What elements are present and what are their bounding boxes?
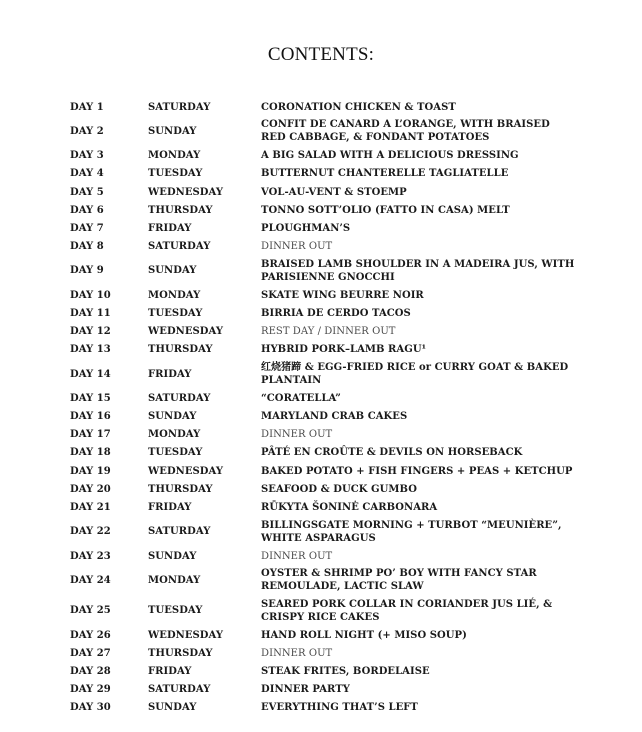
toc-row [70,517,575,547]
day-number: DAY 29 [70,684,111,696]
day-number: DAY 30 [70,702,111,714]
weekday: WEDNESDAY [148,629,224,641]
meal-title: REST DAY / DINNER OUT [261,326,396,338]
toc-row [70,407,575,425]
weekday: MONDAY [148,289,201,301]
toc-row [70,147,575,165]
toc-row [70,219,575,237]
meal-title: SEARED PORK COLLAR IN CORIANDER JUS LIÉ, & CRISPY RICE CAKES [261,598,553,623]
day-number: DAY 21 [70,501,111,513]
toc-row [70,389,575,407]
weekday: MONDAY [148,429,201,441]
toc-row [70,699,575,717]
toc-row [70,256,575,286]
weekday: SUNDAY [148,411,197,423]
meal-title: SEAFOOD & DUCK GUMBO [261,483,417,495]
day-number: DAY 14 [70,368,111,380]
toc-row [70,596,575,626]
meal-title: DINNER OUT [261,429,333,441]
day-number: DAY 9 [70,265,104,277]
toc-row [70,165,575,183]
toc-row [70,183,575,201]
weekday: MONDAY [148,150,201,162]
day-number: DAY 19 [70,465,111,477]
day-number: DAY 28 [70,665,111,677]
weekday: SATURDAY [148,241,211,253]
weekday: WEDNESDAY [148,465,224,477]
toc-row [70,341,575,359]
weekday: TUESDAY [148,447,203,459]
toc-row [70,322,575,340]
weekday: FRIDAY [148,368,192,380]
toc-row [70,426,575,444]
toc-row [70,626,575,644]
weekday: THURSDAY [148,647,213,659]
toc-row [70,359,575,389]
day-number: DAY 3 [70,150,104,162]
weekday: THURSDAY [148,483,213,495]
day-number: DAY 18 [70,447,111,459]
day-number: DAY 2 [70,125,104,137]
day-number: DAY 17 [70,429,111,441]
toc-row [70,565,575,595]
meal-title: EVERYTHING THAT’S LEFT [261,702,418,714]
meal-title: TONNO SOTT’OLIO (FATTO IN CASA) MELT [261,204,510,216]
contents-list [70,98,575,717]
toc-row [70,238,575,256]
day-number: DAY 11 [70,307,111,319]
weekday: THURSDAY [148,344,213,356]
weekday: SUNDAY [148,125,197,137]
toc-row [70,462,575,480]
meal-title: PLOUGHMAN’S [261,222,351,234]
toc-row [70,116,575,146]
day-number: DAY 6 [70,204,104,216]
day-number: DAY 26 [70,629,111,641]
weekday: SUNDAY [148,550,197,562]
toc-row [70,680,575,698]
day-number: DAY 8 [70,241,104,253]
weekday: THURSDAY [148,204,213,216]
toc-row [70,304,575,322]
meal-title: HYBRID PORK–LAMB RAGU¹ [261,344,427,356]
day-number: DAY 24 [70,574,111,586]
weekday: FRIDAY [148,501,192,513]
day-number: DAY 12 [70,326,111,338]
meal-title: OYSTER & SHRIMP PO’ BOY WITH FANCY STAR REMOULADE, LACTIC SLAW [261,568,537,593]
weekday: WEDNESDAY [148,186,224,198]
weekday: TUESDAY [148,605,203,617]
meal-title: SKATE WING BEURRE NOIR [261,289,424,301]
meal-title: BILLINGSGATE MORNING + TURBOT “MEUNIÈRE”, WHITE ASPARAGUS [261,519,562,544]
meal-title: DINNER PARTY [261,684,350,696]
meal-title: CORONATION CHICKEN & TOAST [261,101,456,113]
meal-title: STEAK FRITES, BORDELAISE [261,665,430,677]
day-number: DAY 15 [70,392,111,404]
meal-title: DINNER OUT [261,647,333,659]
meal-title: BAKED POTATO + FISH FINGERS + PEAS + KETCHUP [261,465,573,477]
meal-title: BUTTERNUT CHANTERELLE TAGLIATELLE [261,168,509,180]
day-number: DAY 23 [70,550,111,562]
toc-row [70,480,575,498]
toc-row [70,286,575,304]
day-number: DAY 20 [70,483,111,495]
weekday: TUESDAY [148,307,203,319]
toc-row [70,444,575,462]
meal-title: DINNER OUT [261,550,333,562]
meal-title: MARYLAND CRAB CAKES [261,411,408,423]
meal-title: RŪKYTA ŠONINĖ CARBONARA [261,501,438,513]
day-number: DAY 1 [70,101,104,113]
day-number: DAY 7 [70,222,104,234]
toc-row [70,498,575,516]
weekday: SATURDAY [148,392,211,404]
day-number: DAY 22 [70,526,111,538]
meal-title: A BIG SALAD WITH A DELICIOUS DRESSING [261,150,519,162]
meal-title: BIRRIA DE CERDO TACOS [261,307,411,319]
day-number: DAY 27 [70,647,111,659]
meal-title: BRAISED LAMB SHOULDER IN A MADEIRA JUS, WITH PARISIENNE GNOCCHI [261,258,575,283]
meal-title: DINNER OUT [261,241,333,253]
day-number: DAY 13 [70,344,111,356]
weekday: SATURDAY [148,684,211,696]
day-number: DAY 10 [70,289,111,301]
day-number: DAY 25 [70,605,111,617]
meal-title: CONFIT DE CANARD A L’ORANGE, WITH BRAISED RED CABBAGE, & FONDANT POTATOES [261,119,550,144]
weekday: SATURDAY [148,526,211,538]
meal-title: 红烧猪蹄 & EGG-FRIED RICE or CURRY GOAT & BAKED PLANTAIN [261,362,569,387]
day-number: DAY 5 [70,186,104,198]
weekday: TUESDAY [148,168,203,180]
day-number: DAY 16 [70,411,111,423]
meal-title: PÂTÉ EN CROÛTE & DEVILS ON HORSEBACK [261,447,523,459]
toc-row [70,662,575,680]
toc-row [70,201,575,219]
toc-row [70,98,575,116]
weekday: FRIDAY [148,665,192,677]
weekday: MONDAY [148,574,201,586]
weekday: FRIDAY [148,222,192,234]
day-number: DAY 4 [70,168,104,180]
meal-title: VOL-AU-VENT & STOEMP [261,186,407,198]
toc-row [70,547,575,565]
meal-title: “CORATELLA” [261,392,341,404]
weekday: WEDNESDAY [148,326,224,338]
weekday: SUNDAY [148,702,197,714]
toc-row [70,644,575,662]
page-title: CONTENTS: [267,44,375,65]
weekday: SATURDAY [148,101,211,113]
weekday: SUNDAY [148,265,197,277]
meal-title: HAND ROLL NIGHT (+ MISO SOUP) [261,629,467,641]
